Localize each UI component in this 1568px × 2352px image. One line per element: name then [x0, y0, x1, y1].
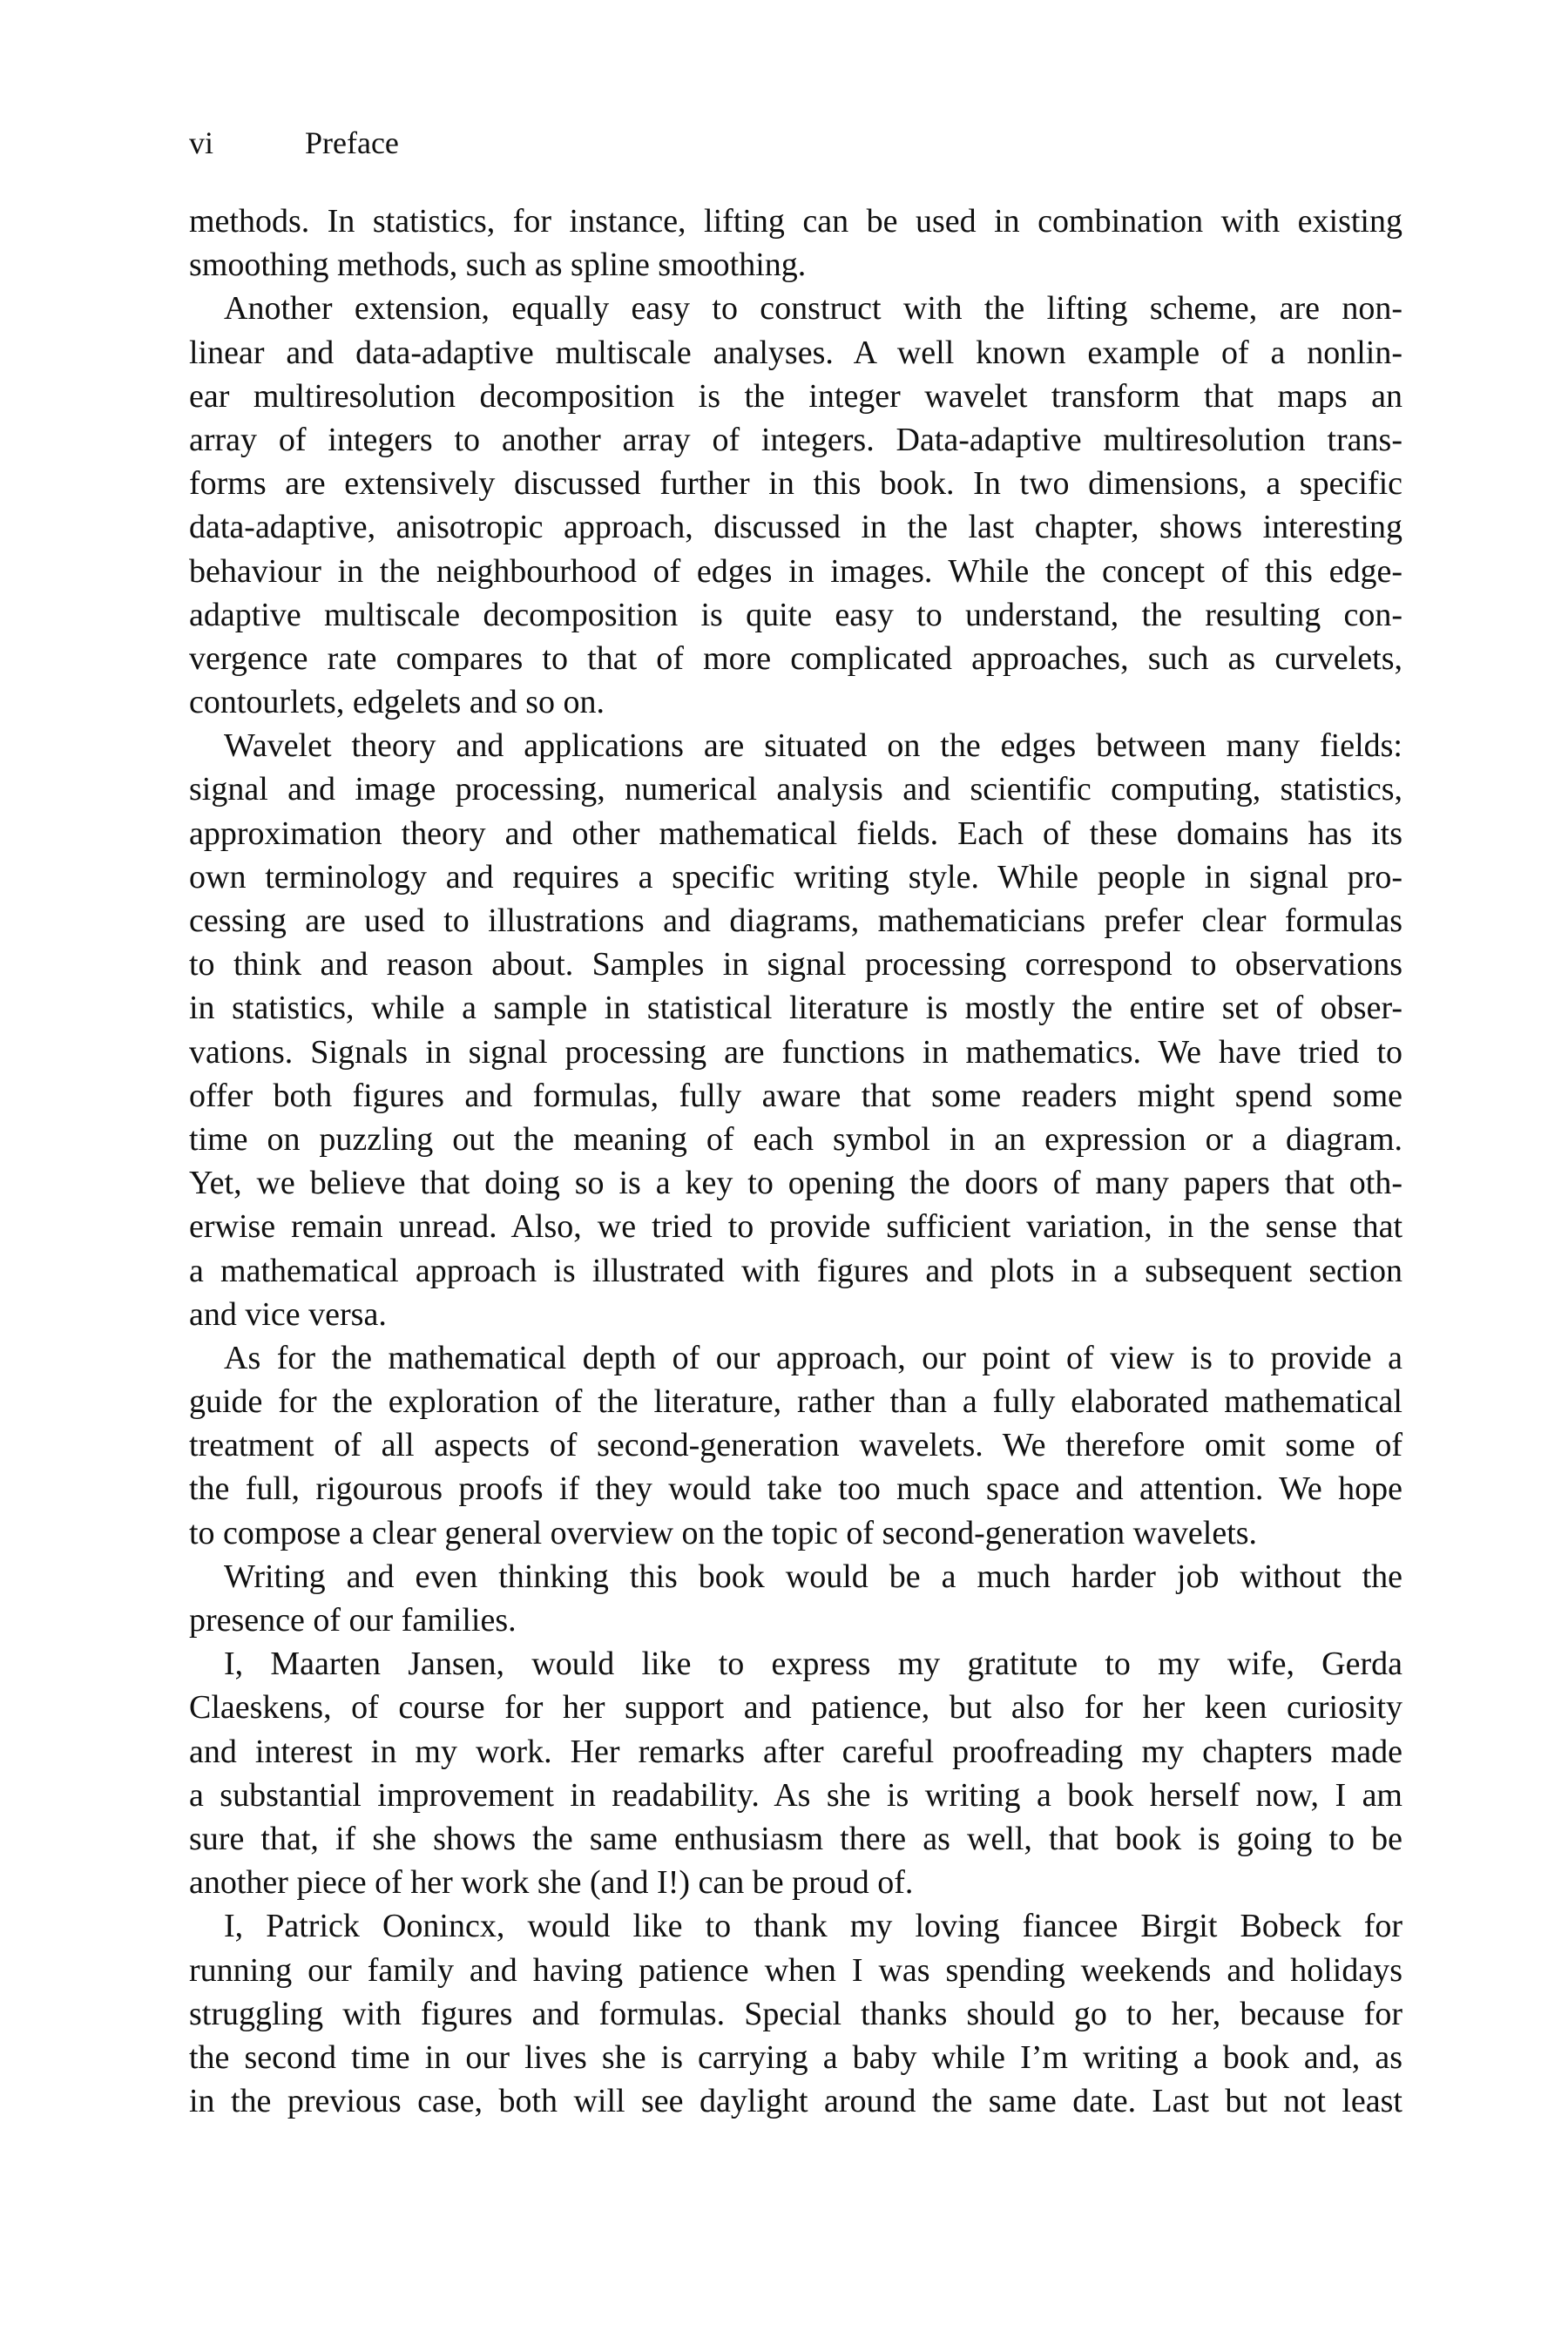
text-line: and vice versa. — [189, 1295, 387, 1333]
text-line: As for the mathematical depth of our approach, our point of view is to provide a — [224, 1339, 1402, 1376]
text-line: erwise remain unread. Also, we tried to provide sufficient variation, in the sense that — [189, 1208, 1402, 1246]
text-line: Wavelet theory and applications are situated on the edges between many fields: — [224, 727, 1402, 765]
text-line: signal and image processing, numerical analysis and scientific computing, statistics, — [189, 771, 1402, 808]
text-line: cessing are used to illustrations and diagrams, mathematicians prefer clear formulas — [189, 902, 1402, 939]
text-line: Another extension, equally easy to construct with the lifting scheme, are non- — [224, 290, 1402, 328]
running-title: Preface — [305, 125, 399, 160]
paragraph — [189, 1555, 1402, 1642]
text-line: treatment of all aspects of second-generation wavelets. We therefore omit some of — [189, 1427, 1402, 1464]
text-line: vations. Signals in signal processing are functions in mathematics. We have tried to — [189, 1033, 1402, 1071]
text-line: another piece of her work she (and I!) can be proud of. — [189, 1864, 914, 1902]
text-line: time on puzzling out the meaning of each symbol in an expression or a diagram. — [189, 1120, 1402, 1158]
text-line: Writing and even thinking this book would be a much harder job without the — [224, 1558, 1402, 1595]
text-line: guide for the exploration of the literature, rather than a fully elaborated mathematical — [189, 1383, 1402, 1421]
text-line: struggling with figures and formulas. Special thanks should go to her, because for — [189, 1995, 1402, 2032]
text-line: to compose a clear general overview on the topic of second-generation wavelets. — [189, 1514, 1258, 1551]
text-line: linear and data-adaptive multiscale analyses. A well known example of a nonlin- — [189, 334, 1402, 371]
paragraph — [189, 724, 1402, 1336]
text-line: vergence rate compares to that of more complicated approaches, such as curvelets, — [189, 639, 1402, 677]
text-line: smoothing methods, such as spline smoothing. — [189, 247, 807, 284]
paragraph — [189, 1642, 1402, 1904]
text-line: to think and reason about. Samples in signal processing correspond to observations — [189, 946, 1402, 983]
text-line: I, Patrick Oonincx, would like to thank my loving fiancee Birgit Bobeck for — [224, 1908, 1402, 1945]
text-line: methods. In statistics, for instance, lifting can be used in combination with existing — [189, 203, 1402, 240]
text-line: contourlets, edgelets and so on. — [189, 684, 605, 721]
paragraph — [189, 199, 1402, 287]
text-line: offer both figures and formulas, fully aware that some readers might spend some — [189, 1077, 1402, 1114]
text-line: presence of our families. — [189, 1602, 517, 1639]
paragraph — [189, 1904, 1402, 2123]
text-line: sure that, if she shows the same enthusiasm there as well, that book is going to be — [189, 1820, 1402, 1857]
text-line: and interest in my work. Her remarks after careful proofreading my chapters made — [189, 1733, 1402, 1770]
text-line: the second time in our lives she is carrying a baby while I’m writing a book and, as — [189, 2038, 1402, 2076]
body-text — [189, 199, 1402, 2123]
text-line: own terminology and requires a specific writing style. While people in signal pro- — [189, 858, 1402, 896]
text-line: Yet, we believe that doing so is a key to opening the doors of many papers that oth- — [189, 1165, 1402, 1202]
text-line: forms are extensively discussed further in this book. In two dimensions, a specific — [189, 465, 1402, 503]
paragraph — [189, 1336, 1402, 1555]
text-line: data-adaptive, anisotropic approach, discussed in the last chapter, shows interesting — [189, 509, 1402, 546]
paragraph — [189, 287, 1402, 724]
text-line: in the previous case, both will see daylight around the same date. Last but not least — [189, 2083, 1402, 2120]
text-line: running our family and having patience when I was spending weekends and holidays — [189, 1951, 1402, 1989]
text-line: a substantial improvement in readability. As she is writing a book herself now, I am — [189, 1776, 1402, 1814]
text-line: adaptive multiscale decomposition is quite easy to understand, the resulting con- — [189, 596, 1402, 633]
text-line: the full, rigourous proofs if they would take too much space and attention. We hope — [189, 1470, 1402, 1508]
text-line: ear multiresolution decomposition is the integer wavelet transform that maps an — [189, 377, 1402, 415]
text-line: array of integers to another array of integers. Data-adaptive multiresolution trans- — [189, 421, 1402, 458]
page-number: vi — [189, 125, 214, 160]
text-line: in statistics, while a sample in statistical literature is mostly the entire set of obser- — [189, 990, 1402, 1027]
text-line: Claeskens, of course for her support and patience, but also for her keen curiosity — [189, 1689, 1402, 1727]
text-line: behaviour in the neighbourhood of edges in images. While the concept of this edge- — [189, 552, 1402, 590]
text-line: approximation theory and other mathematical fields. Each of these domains has its — [189, 814, 1402, 852]
text-line: I, Maarten Jansen, would like to express my gratitute to my wife, Gerda — [224, 1646, 1402, 1683]
text-line: a mathematical approach is illustrated with figures and plots in a subsequent section — [189, 1252, 1402, 1289]
